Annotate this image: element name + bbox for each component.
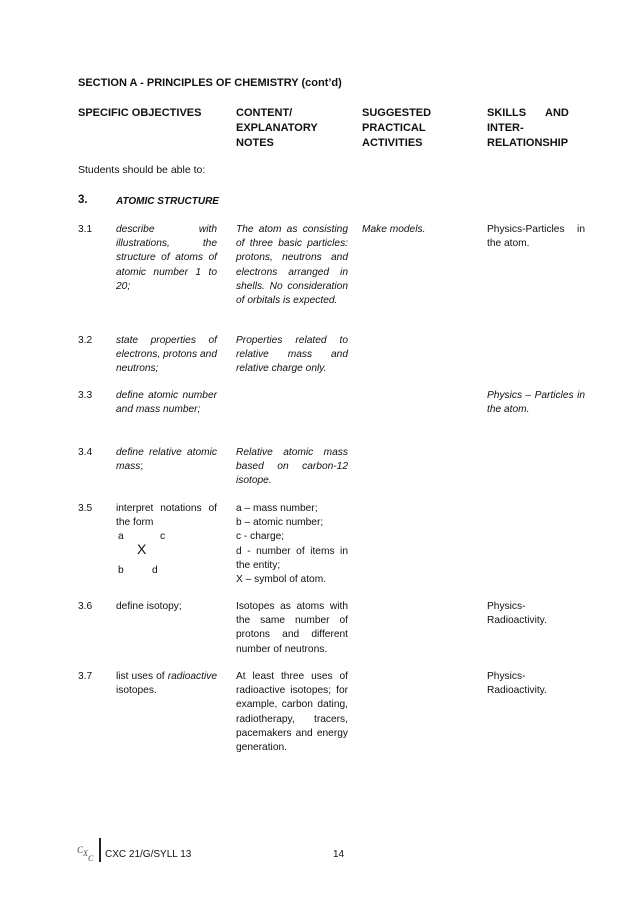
notation-c: c (160, 531, 166, 543)
content-line: c - charge; (236, 531, 285, 543)
page-number: 14 (333, 849, 345, 860)
topic-title: ATOMIC STRUCTURE (116, 196, 219, 207)
skills-relationship: Physics-Particles in the atom. (487, 224, 585, 250)
isotope-notation (116, 530, 217, 588)
objective-text-start: list uses of (116, 671, 168, 682)
objective-text-italic: define relative atomic mass (116, 447, 217, 473)
objective-text-end: ; (140, 461, 144, 473)
content-line: X – symbol of atom. (236, 574, 327, 586)
objective-number: 3.6 (78, 601, 93, 612)
objective-text: describe with illustrations, the structure of atoms of atomic number 1 to 20; (116, 224, 217, 292)
skills-relationship: Physics- Radioactivity. (487, 671, 547, 697)
footer-divider (99, 838, 101, 862)
skills-relationship: Physics – Particles in the atom. (487, 390, 585, 416)
section-title: SECTION A - PRINCIPLES OF CHEMISTRY (cont’d) (78, 77, 342, 89)
content-notes: Properties related to relative mass and relative charge only. (236, 335, 348, 375)
objective-text: define atomic number and mass number; (116, 390, 217, 416)
suggested-activity: Make models. (362, 224, 426, 235)
objective-number: 3.3 (78, 390, 93, 401)
intro-text: Students should be able to: (78, 164, 206, 176)
content-notes: The atom as consisting of three basic particles: protons, neutrons and electrons arranged in shells. No consideration of orbitals is expected. (236, 224, 348, 307)
objective-number: 3.7 (78, 671, 93, 682)
content-notes (236, 502, 348, 587)
content-notes: At least three uses of radioactive isotopes; for example, carbon dating, radiotherapy, tracers, pacemakers and energy generation. (236, 671, 348, 754)
objective-text: state properties of electrons, protons and neutrons; (116, 335, 217, 375)
content-line: d - number of items in the entity; (236, 545, 348, 571)
header-content: CONTENT/ EXPLANATORY NOTES (236, 107, 318, 149)
objective-text-italic: radioactive (167, 671, 217, 682)
syllabus-code: CXC 21/G/SYLL 13 (105, 849, 192, 860)
skills-relationship: Physics- Radioactivity. (487, 601, 547, 627)
cxc-logo-icon (76, 843, 98, 863)
header-skills-word: SKILLS (487, 107, 527, 119)
content-notes: Isotopes as atoms with the same number of protons and different number of neutrons. (236, 601, 348, 655)
objective-number: 3.2 (78, 335, 93, 346)
topic-number: 3. (78, 194, 88, 206)
header-objectives: SPECIFIC OBJECTIVES (78, 107, 202, 119)
svg-text:X: X (83, 849, 88, 858)
objective-text-line: interpret notations of the form (116, 503, 217, 529)
objective-number: 3.5 (78, 503, 93, 514)
svg-text:C: C (88, 854, 94, 863)
header-activities: SUGGESTED PRACTICAL ACTIVITIES (362, 107, 432, 149)
notation-x: X (137, 541, 147, 558)
objective-text-end: isotopes. (116, 685, 157, 697)
header-skills-rest: INTER- RELATIONSHIP (487, 122, 569, 149)
svg-text:C: C (77, 845, 84, 855)
notation-b: b (118, 565, 124, 577)
header-and-word: AND (545, 107, 569, 119)
notation-d: d (152, 565, 158, 577)
content-line: a – mass number; (236, 503, 318, 514)
objective-number: 3.4 (78, 447, 93, 458)
content-line: b – atomic number; (236, 517, 324, 529)
objective-number: 3.1 (78, 224, 93, 235)
objective-text: define isotopy; (116, 601, 182, 612)
objective-text (116, 502, 217, 588)
content-notes: Relative atomic mass based on carbon-12 isotope. (236, 447, 348, 487)
objective-text (116, 446, 217, 474)
notation-a: a (118, 531, 124, 543)
objective-text (116, 670, 217, 698)
